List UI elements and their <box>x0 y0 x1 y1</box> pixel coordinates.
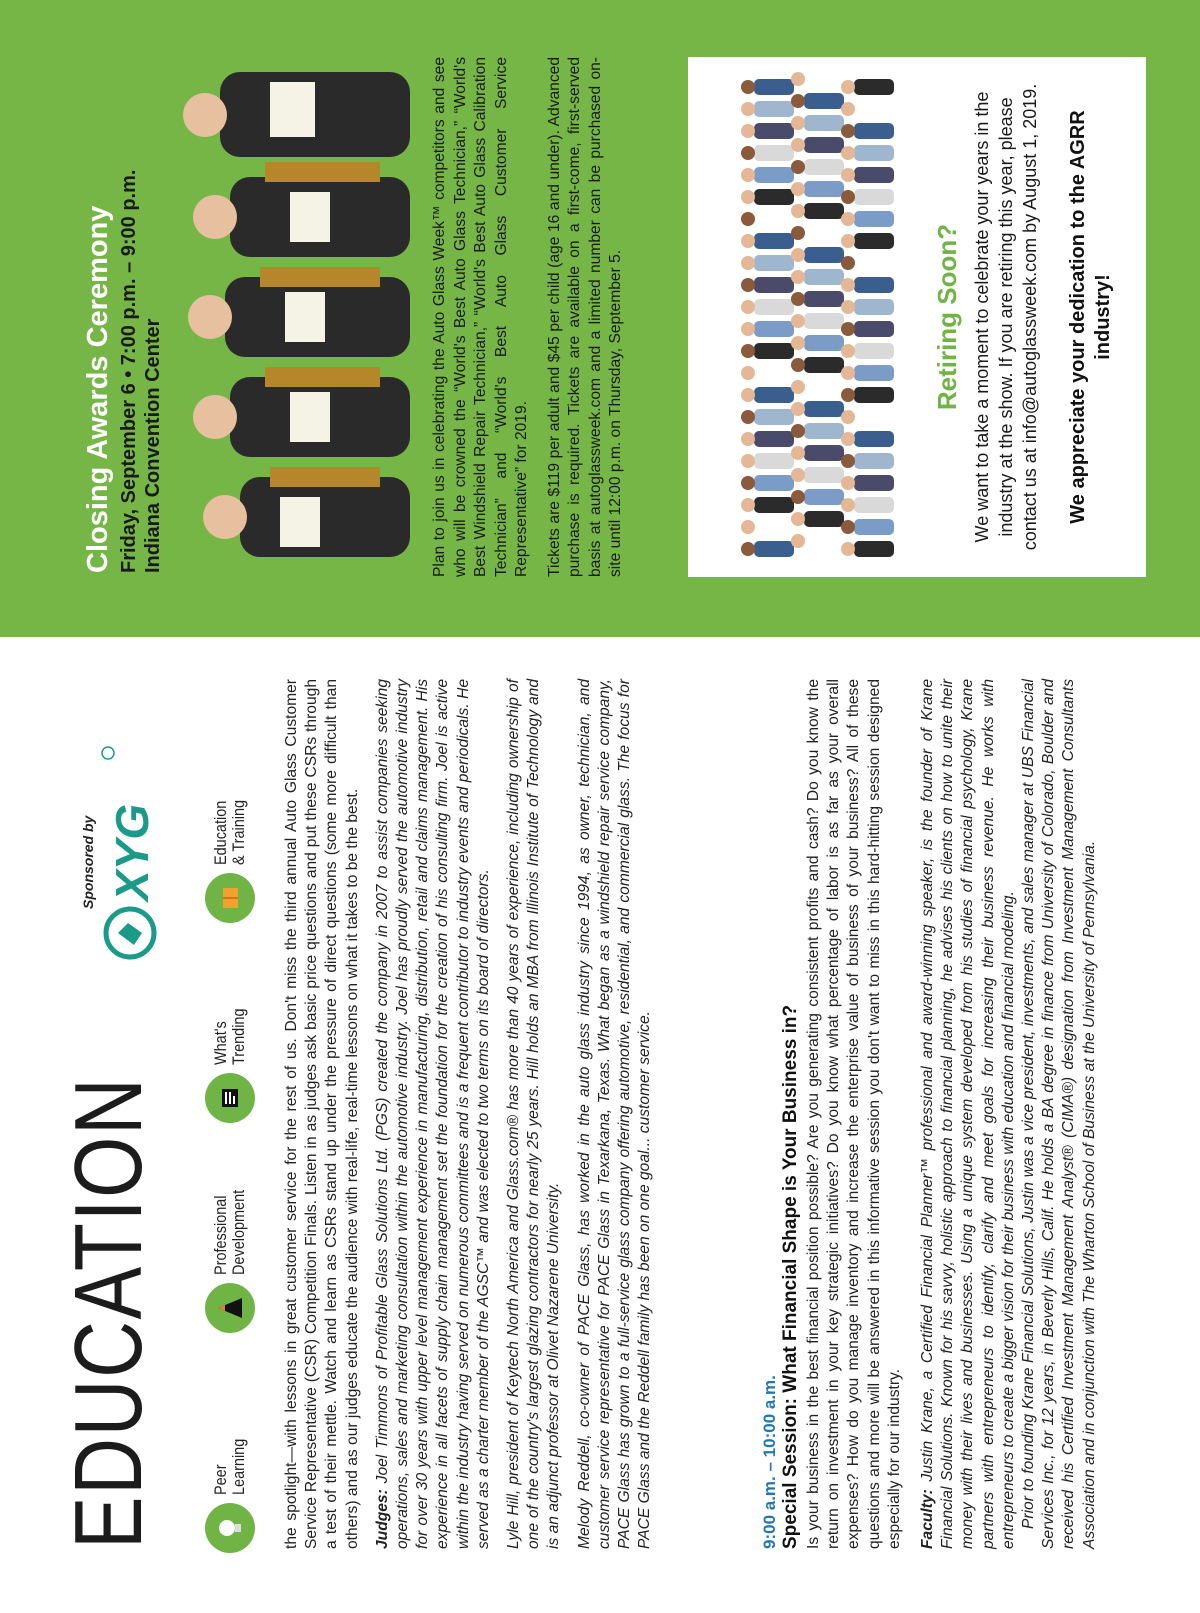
crowd-person-head <box>841 476 855 490</box>
crowd-person-body <box>754 387 794 403</box>
crowd-person-head <box>791 94 805 108</box>
judges-text: Joel Timmons of Profitable Glass Solutions Ltd. (PGS) created the company in 2007 to assist companies seeking operations, sales and marketing consultation within the automotive industry. Joel has proudly served the automotive industry for over 30 years with upper level management experience in manufacturing, distribution, retail and claims management. His experience in all facets of supply chain management set the foundation for the creation of his consulting firm. Joel is active within the industry having served on numerous committees and is a frequent contributor to industry events and periodicals. He served as a charter member of the AGSC™ and was elected to two terms on its board of directors. <box>373 679 492 1549</box>
crowd-person-head <box>841 256 855 270</box>
ceremony-column <box>0 0 1200 637</box>
crowd-person-head <box>841 102 855 116</box>
crowd-person-body <box>804 533 844 549</box>
crowd-person-body <box>804 225 844 241</box>
crowd-person-head <box>741 212 755 226</box>
faculty-text: Justin Krane, a Certified Financial Planner™ professional and award-winning speaker, is the founder of Krane Financial Solutions. Known for his savvy, holistic approach to financial planning, he advises his clients on how to unite their money with their lives and businesses. Using a unique system developed from his studies of financial psychology, Krane partners with entrepreneurs to identify, clarify and meet goals for increasing their business revenue. He works with entrepreneurs to create a bigger vision for their business with education and financial modeling. <box>919 679 1017 1549</box>
ceremony-date: Friday, September 6 • 7:00 p.m. – 9:00 p.m. <box>118 169 140 573</box>
crowd-person-head <box>841 124 855 138</box>
page-title: EDUCATION <box>55 1076 162 1549</box>
award-winners-photo <box>170 57 410 577</box>
crowd-person-body <box>754 365 794 381</box>
ceremony-paragraph-1: Plan to join us in celebrating the Auto Glass Week™ competitors and see who will be crowned the “World's Best Auto Glass Technician,” “World's Best Windshield Repair Technician,” “World's Best Auto Glass Calibration Technician” and “World's Best Auto Glass Customer Service Representative” for 2019. <box>431 57 530 577</box>
crowd-person-head <box>791 380 805 394</box>
category-education-training <box>200 788 260 923</box>
crowd-person-head <box>741 146 755 160</box>
crowd-person-body <box>804 71 844 87</box>
crowd-person-head <box>841 388 855 402</box>
crowd-person-body <box>854 343 894 359</box>
crowd-person-head <box>791 468 805 482</box>
crowd-person-head <box>841 520 855 534</box>
retiring-soon-box <box>688 57 1146 577</box>
crowd-person-head <box>791 204 805 218</box>
crowd-person-body <box>754 475 794 491</box>
crowd-person-body <box>754 233 794 249</box>
crowd-person-head <box>841 410 855 424</box>
crowd-person-head <box>741 344 755 358</box>
crowd-person-head <box>791 226 805 240</box>
article-body <box>282 679 665 1549</box>
retiring-title: Retiring Soon? <box>932 223 962 411</box>
crowd-person-head <box>741 300 755 314</box>
session-description: Is your business in the best financial position possible? Are you generating consistent profits and cash? Do you know the return on investment in your key strategic initiatives? Do you know what percentage of labor is as far as your overall expenses? How do you manage inventory and increase the enterprise value of business of your business? All of these questions and more will be answered in this informative session you don't want to miss in this hard-hitting session designed especially for our industry. <box>805 679 903 1549</box>
crowd-person-body <box>804 445 844 461</box>
crowd-person-body <box>804 181 844 197</box>
crowd-person-head <box>741 432 755 446</box>
crowd-person-body <box>804 291 844 307</box>
crowd-person-body <box>754 189 794 205</box>
crowd-person-head <box>741 410 755 424</box>
category-label: Education & Training <box>211 799 248 865</box>
session-title: Special Session: What Financial Shape is Your Business in? <box>780 1004 801 1549</box>
crowd-person-body <box>754 299 794 315</box>
crowd-person-head <box>741 322 755 336</box>
crowd-person-body <box>804 401 844 417</box>
crowd-person-body <box>804 467 844 483</box>
crowd-person-body <box>754 453 794 469</box>
crowd-person-body <box>754 211 794 227</box>
crowd-person-body <box>854 167 894 183</box>
crowd-person-body <box>804 379 844 395</box>
crowd-person-body <box>854 475 894 491</box>
category-whats-trending <box>200 999 260 1123</box>
crowd-person-body <box>754 167 794 183</box>
crowd-person-body <box>854 233 894 249</box>
crowd-person-body <box>754 343 794 359</box>
crowd-person-head <box>791 160 805 174</box>
faculty-text-2: Prior to founding Krane Financial Solutions, Justin was a vice president, investments, and sales manager at UBS Financial Services Inc., for 12 years, in Beverly Hills, Calif. He holds a BA degree in finance from University of Colorado, Boulder and received his Certified Investment Management Analyst® (CIMA®) designation from Investment Management Consultants Association and in conjunction with The Wharton School of Business at the University of Pennsylvania. <box>1020 679 1098 1549</box>
crowd-person-head <box>841 344 855 358</box>
category-label: Professional Development <box>211 1189 248 1275</box>
crowd-person-body <box>754 101 794 117</box>
faculty-label: Faculty: <box>919 1489 936 1549</box>
crowd-person-head <box>741 80 755 94</box>
xyg-logo <box>98 743 160 963</box>
judge-lyle-paragraph: Lyle Hill, president of Keytech North America and Glass.com® has more than 40 years of experience, including ownership of one of the country's largest glazing contractors for nearly 25 years. Hill holds an MBA from Illinois Institute of Technology and is an adjunct professor at Olivet Nazarene University. <box>505 679 563 1549</box>
crowd-person-body <box>804 423 844 439</box>
judge-melody-paragraph: Melody Reddell, co-owner of PACE Glass, has worked in the auto glass industry since 1994, as owner, technician, and customer service representative for PACE Glass in Texarkana, Texas. What began as a windshield repair service company, PACE Glass has grown to a full-service glass company offering automotive, residential, and commercial glass. The focus for PACE Glass and the Reddell family has been on one goal... customer service. <box>575 679 654 1549</box>
crowd-person-head <box>791 248 805 262</box>
crowd-person-head <box>791 336 805 350</box>
category-label: Peer Learning <box>211 1438 248 1495</box>
crowd-person-body <box>804 335 844 351</box>
crowd-person-body <box>804 357 844 373</box>
crowd-person-head <box>791 490 805 504</box>
faculty-bio <box>918 679 1100 1549</box>
crowd-person-head <box>741 542 755 556</box>
crowd-person-head <box>791 182 805 196</box>
crowd-person-body <box>854 431 894 447</box>
crowd-person-head <box>791 402 805 416</box>
crowd-person-head <box>841 366 855 380</box>
crowd-person-head <box>841 80 855 94</box>
crowd-person-head <box>841 212 855 226</box>
crowd-person-body <box>754 277 794 293</box>
crowd-person-body <box>854 387 894 403</box>
judges-paragraph <box>373 679 494 1549</box>
crowd-person-head <box>791 424 805 438</box>
crowd-person-body <box>854 255 894 271</box>
crowd-person-body <box>804 93 844 109</box>
crowd-person-body <box>804 489 844 505</box>
crowd-person-head <box>741 168 755 182</box>
crowd-person-head <box>841 146 855 160</box>
ceremony-title: Closing Awards Ceremony <box>82 205 114 573</box>
crowd-person-head <box>791 72 805 86</box>
crowd-person-head <box>791 314 805 328</box>
category-label: What's Trending <box>211 1008 248 1065</box>
crowd-person-head <box>791 292 805 306</box>
sponsored-by-label: Sponsored by <box>80 815 96 909</box>
crowd-person-head <box>841 234 855 248</box>
crowd-person-body <box>854 211 894 227</box>
crowd-person-body <box>854 519 894 535</box>
crowd-person-body <box>804 313 844 329</box>
intro-paragraph: the spotlight—with lessons in great customer service for the rest of us. Don't miss the third annual Auto Glass Customer Service Representative (CSR) Competition Finals. Listen in as judges ask basic price questions and put these CSRs through a test of their mettle. Watch and learn as CSRs stand up under the pressure of direct questions (some more difficult than others) and as our judges educate the audience with real-life, real-time lessons on what it takes to be the best. <box>283 679 361 1549</box>
crowd-person-head <box>841 322 855 336</box>
session-time: 9:00 a.m. – 10:00 a.m. <box>760 1375 779 1549</box>
crowd-person-head <box>741 190 755 204</box>
crowd-person-head <box>741 256 755 270</box>
crowd-person-head <box>791 358 805 372</box>
crowd-person-head <box>741 498 755 512</box>
crowd-person-body <box>754 79 794 95</box>
crowd-person-body <box>854 321 894 337</box>
crowd-person-head <box>741 124 755 138</box>
crowd-person-body <box>854 189 894 205</box>
crowd-person-head <box>841 542 855 556</box>
crowd-person-body <box>804 247 844 263</box>
crowd-person-head <box>841 278 855 292</box>
crowd-person-body <box>854 145 894 161</box>
ceremony-paragraph-2: Tickets are $119 per adult and $45 per child (age 16 and under). Advanced purchase is required. Tickets are available on a first-come, first-served basis at autoglassweek.com and a limited number can be purchased on-site until 12:00 p.m. on Thursday, September 5. <box>545 57 624 577</box>
crowd-person-body <box>854 497 894 513</box>
crowd-person-body <box>754 541 794 557</box>
crowd-person-body <box>754 321 794 337</box>
lightbulb-icon <box>205 1503 255 1553</box>
crowd-person-head <box>791 446 805 460</box>
crowd-person-body <box>804 137 844 153</box>
crowd-person-head <box>841 454 855 468</box>
ceremony-venue: Indiana Convention Center <box>142 318 164 573</box>
crowd-person-head <box>791 512 805 526</box>
category-peer-learning <box>200 1429 260 1553</box>
crowd-person-body <box>854 541 894 557</box>
crowd-person-body <box>804 159 844 175</box>
crowd-person-head <box>741 520 755 534</box>
pencil-icon <box>205 1283 255 1333</box>
group-photo <box>700 67 922 567</box>
crowd-person-head <box>791 534 805 548</box>
crowd-person-head <box>841 168 855 182</box>
crowd-person-head <box>741 102 755 116</box>
crowd-person-head <box>741 234 755 248</box>
crowd-person-body <box>854 409 894 425</box>
crowd-person-body <box>754 145 794 161</box>
crowd-person-body <box>804 269 844 285</box>
crowd-person-head <box>841 300 855 314</box>
ceremony-description <box>430 57 639 577</box>
crowd-person-head <box>741 366 755 380</box>
category-legend <box>200 733 260 1553</box>
book-icon <box>205 873 255 923</box>
retiring-thanks: We appreciate your dedication to the AGRR industry! <box>1067 110 1114 524</box>
crowd-person-head <box>741 278 755 292</box>
crowd-person-body <box>754 519 794 535</box>
crowd-person-head <box>741 388 755 402</box>
category-professional-development <box>200 1175 260 1333</box>
crowd-person-head <box>841 432 855 446</box>
crowd-person-body <box>754 123 794 139</box>
crowd-person-body <box>754 497 794 513</box>
sponsor-block <box>80 733 160 963</box>
crowd-person-body <box>854 277 894 293</box>
crowd-person-body <box>854 453 894 469</box>
crowd-person-head <box>741 476 755 490</box>
crowd-person-body <box>804 203 844 219</box>
crowd-person-head <box>841 190 855 204</box>
judges-label: Judges: <box>373 1489 391 1549</box>
crowd-person-body <box>754 431 794 447</box>
crowd-person-head <box>791 270 805 284</box>
crowd-person-body <box>854 299 894 315</box>
crowd-person-head <box>791 138 805 152</box>
crowd-person-body <box>854 365 894 381</box>
crowd-person-head <box>791 116 805 130</box>
crowd-person-body <box>854 123 894 139</box>
retiring-body: We want to take a moment to celebrate your years in the industry at the show. If you are retiring this year, please contact us at info@autoglassweek.com by August 1, 2019. <box>972 83 1040 551</box>
crowd-person-body <box>754 255 794 271</box>
crowd-person-body <box>804 511 844 527</box>
crowd-person-body <box>854 101 894 117</box>
crowd-person-body <box>754 409 794 425</box>
crowd-person-head <box>841 498 855 512</box>
sponsor-logo-text: XYG <box>106 803 158 901</box>
newspaper-icon <box>205 1073 255 1123</box>
crowd-person-body <box>804 115 844 131</box>
education-column <box>0 645 1200 1613</box>
crowd-person-head <box>741 454 755 468</box>
crowd-person-body <box>854 79 894 95</box>
